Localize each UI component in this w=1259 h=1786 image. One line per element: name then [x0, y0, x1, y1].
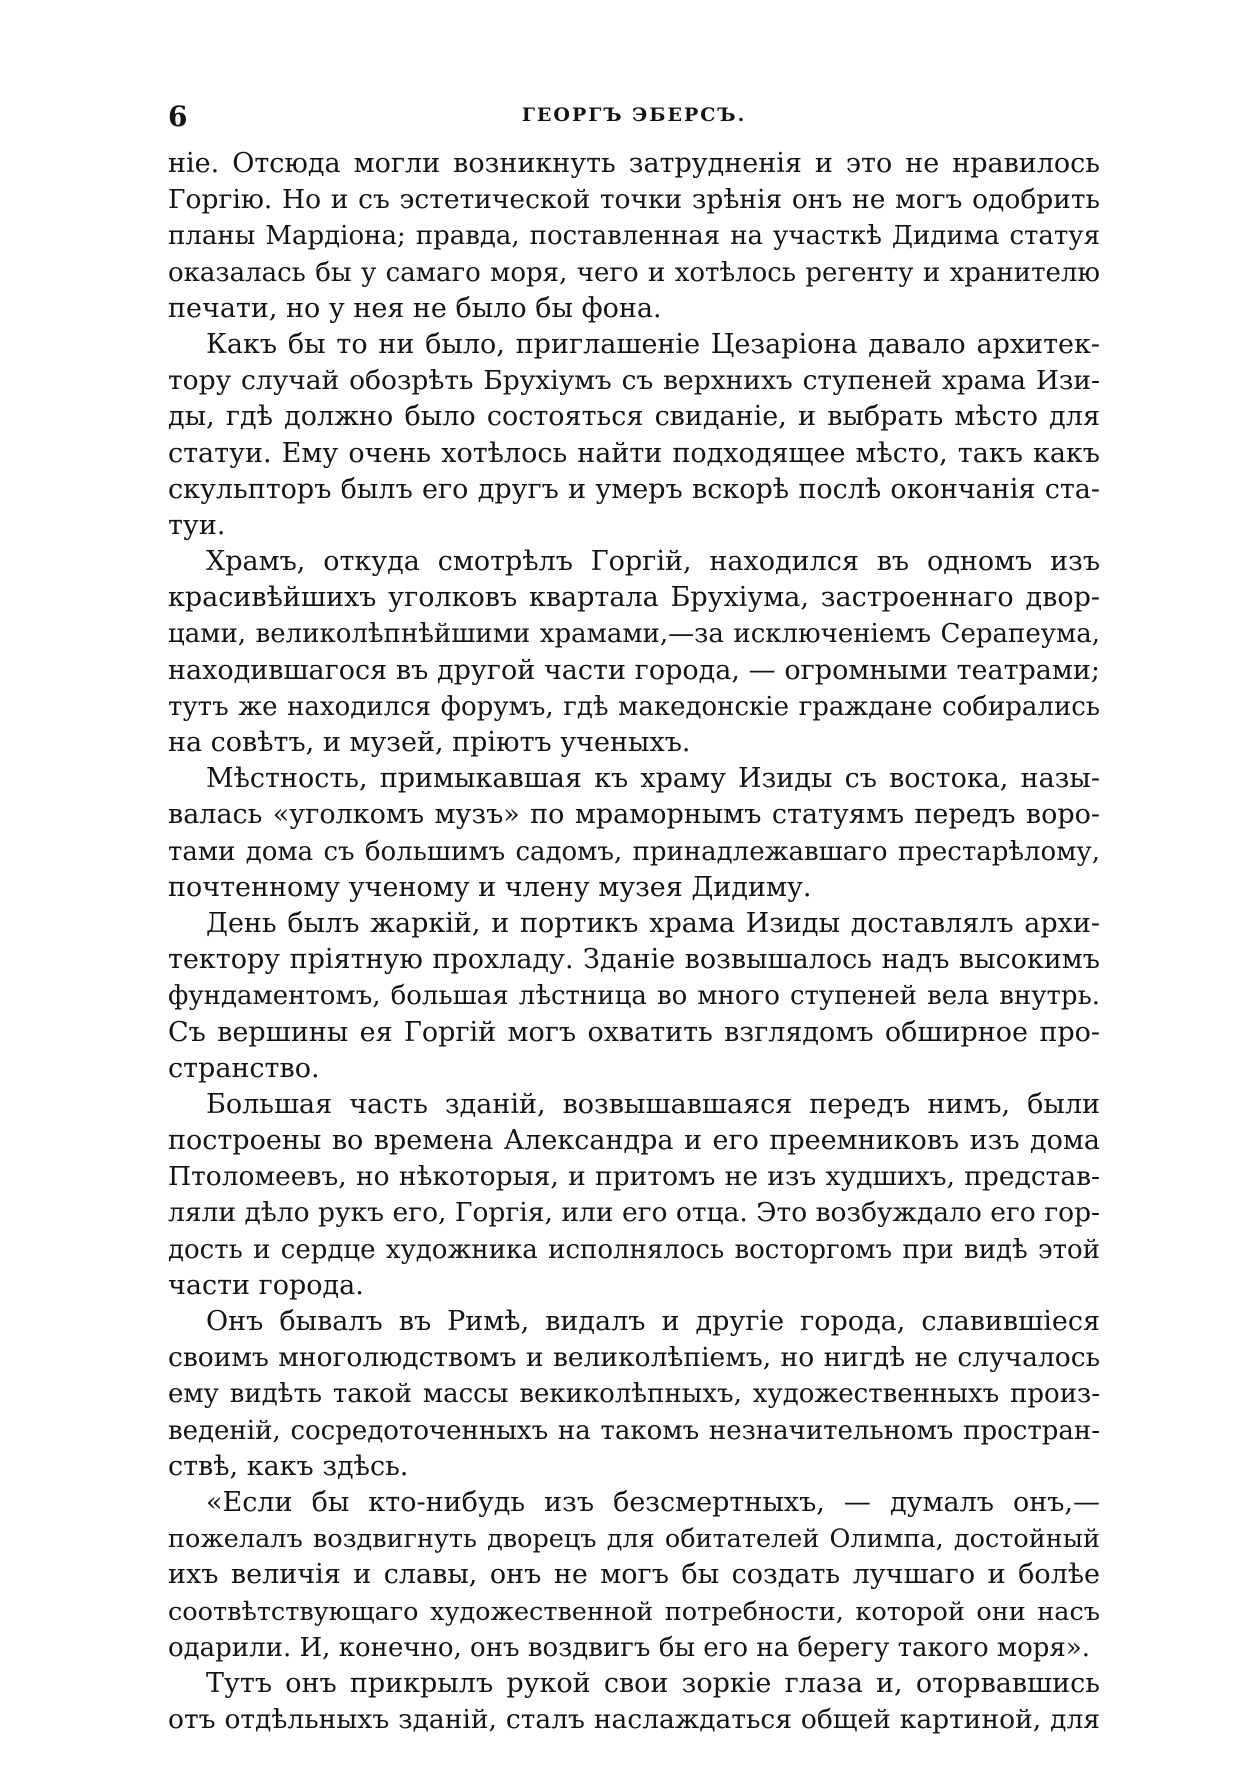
text-line: цами, великолѣпнѣйшими храмами,—за исключеніемъ Серапеума,: [168, 619, 1100, 650]
paragraph-first-line: Тутъ онъ прикрылъ рукой свои зоркіе глаза и, оторвавшись: [206, 1667, 1100, 1699]
text-line: ляли дѣло рукъ его, Горгія, или его отца. Это возбуждало его гор-: [168, 1197, 1100, 1229]
text-line: соотвѣтствующаго художественной потребности, которой они насъ: [168, 1596, 1100, 1627]
paragraph-first-line: Мѣстность, примыкавшая къ храму Изиды съ востока, назы-: [206, 763, 1100, 795]
text-line: ствѣ, какъ здѣсь.: [168, 1450, 409, 1482]
text-line: тектору пріятную прохладу. Зданіе возвышалось надъ высокимъ: [168, 944, 1100, 976]
text-line: красивѣйшихъ уголковъ квартала Брухіума, застроеннаго двор-: [168, 582, 1100, 614]
paragraph-first-line: Большая часть зданій, возвышавшаяся передъ нимъ, были: [206, 1088, 1100, 1120]
page-number: 6: [168, 100, 189, 133]
text-line: находившагося въ другой части города, — огромными театрами;: [168, 654, 1100, 686]
paragraph-first-line: Храмъ, откуда смотрѣлъ Горгій, находился въ одномъ изъ: [206, 546, 1100, 578]
text-line: скульпторъ былъ его другъ и умеръ вскорѣ послѣ окончанія ста-: [168, 473, 1100, 505]
text-line: Птоломеевъ, но нѣкоторыя, и притомъ не изъ худшихъ, представ-: [168, 1161, 1100, 1193]
paragraph-first-line: День былъ жаркій, и портикъ храма Изиды доставлялъ архи-: [206, 907, 1100, 939]
text-line: статуи. Ему очень хотѣлось найти подходящее мѣсто, такъ какъ: [168, 437, 1100, 469]
text-line: тутъ же находился форумъ, гдѣ македонскіе граждане собирались: [168, 691, 1100, 722]
text-line: отъ отдѣльныхъ зданій, сталъ наслаждаться общей картиной, для: [168, 1704, 1100, 1736]
text-line: тами дома съ большимъ садомъ, принадлежавшаго престарѣлому,: [168, 836, 1100, 867]
text-line: части города.: [168, 1269, 364, 1301]
text-line: пожелалъ воздвигнуть дворецъ для обитателей Олимпа, достойный: [168, 1524, 1100, 1555]
body-text: [168, 146, 1100, 1738]
running-title: ГЕОРГЪ ЭБЕРСЪ.: [521, 104, 747, 126]
text-line: на совѣтъ, и музей, пріютъ ученыхъ.: [168, 727, 691, 758]
page-header: [168, 100, 1100, 140]
paragraph-first-line: «Если бы кто-нибудь изъ безсмертныхъ, — думалъ онъ,—: [206, 1486, 1100, 1518]
text-line: оказалась бы у самаго моря, чего и хотѣлось регенту и хранителю: [168, 257, 1100, 288]
text-line: туи.: [168, 509, 226, 541]
text-line: планы Мардіона; правда, поставленная на участкѣ Дидима статуя: [168, 221, 1100, 252]
text-line: ніе. Отсюда могли возникнуть затрудненія и это не нравилось: [168, 148, 1100, 179]
text-line: почтенному ученому и члену музея Дидиму.: [168, 871, 812, 903]
text-line: Съ вершины ея Горгій могъ охватить взглядомъ обширное про-: [168, 1016, 1100, 1048]
text-line: ему видѣть такой массы векиколѣпныхъ, художественныхъ произ-: [168, 1379, 1100, 1410]
text-line: веденій, сосредоточенныхъ на такомъ незначительномъ простран-: [168, 1415, 1100, 1446]
text-line: фундаментомъ, большая лѣстница во много ступеней вела внутрь.: [168, 981, 1100, 1012]
text-line: ихъ величія и славы, онъ не могъ бы создать лучшаго и болѣе: [168, 1559, 1100, 1591]
paragraph-first-line: Какъ бы то ни было, приглашеніе Цезаріона давало архитек-: [206, 328, 1100, 360]
text-line: своимъ многолюдствомъ и великолѣпіемъ, но нигдѣ не случалось: [168, 1342, 1100, 1374]
paragraph-first-line: Онъ бывалъ въ Римѣ, видалъ и другіе города, славившіеся: [206, 1306, 1100, 1337]
text-line: построены во времена Александра и его преемниковъ изъ дома: [168, 1125, 1100, 1157]
text-line: валась «уголкомъ музъ» по мраморнымъ статуямъ передъ воро-: [168, 799, 1100, 831]
text-line: печати, но у нея не было бы фона.: [168, 292, 662, 324]
text-line: дость и сердце художника исполнялось восторгомъ при видѣ этой: [168, 1234, 1100, 1265]
text-line: одарили. И, конечно, онъ воздвигъ бы его на берегу такого моря».: [168, 1632, 1091, 1663]
text-line: Горгію. Но и съ эстетической точки зрѣнія онъ не могъ одобрить: [168, 184, 1100, 216]
text-line: странство.: [168, 1052, 320, 1084]
text-line: тору случай обозрѣть Брухіумъ съ верхнихъ ступеней храма Изи-: [168, 365, 1100, 397]
text-line: ды, гдѣ должно было состояться свиданіе, и выбрать мѣсто для: [168, 401, 1100, 433]
